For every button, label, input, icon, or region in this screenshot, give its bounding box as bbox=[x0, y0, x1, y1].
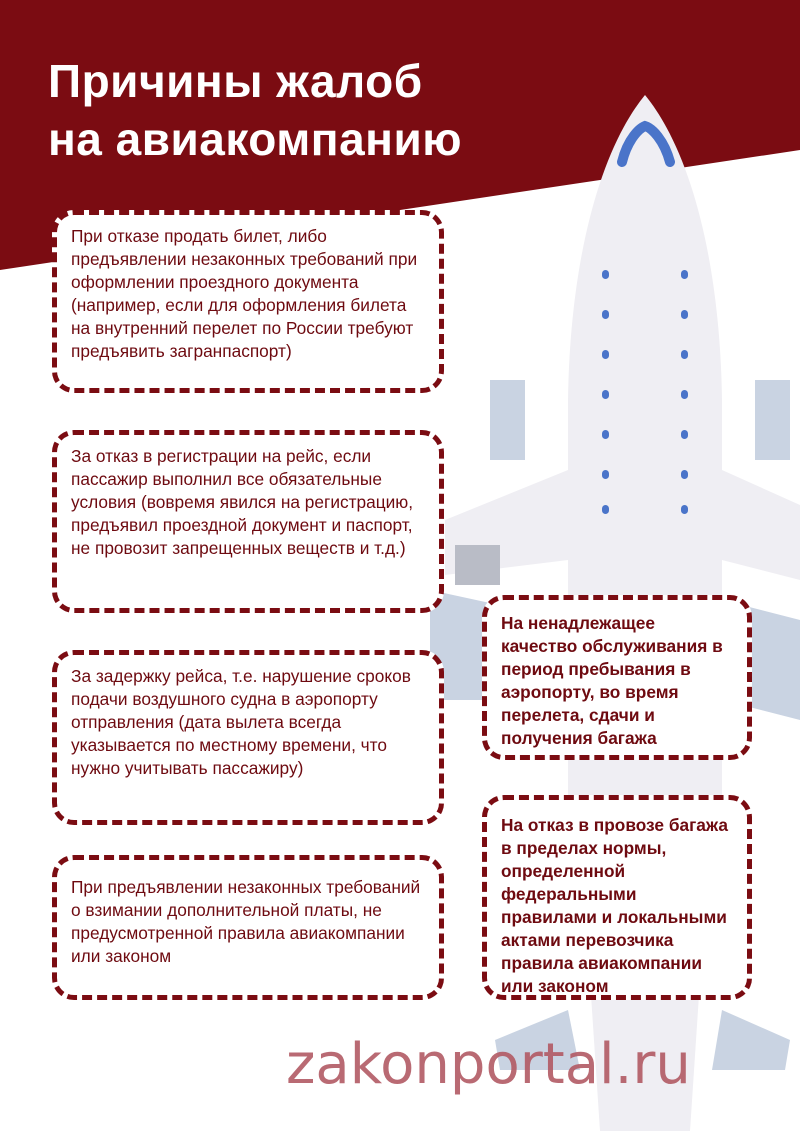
page-title bbox=[48, 52, 462, 168]
site-watermark: zakonportal.ru bbox=[286, 1032, 691, 1097]
tail-right bbox=[712, 1010, 790, 1070]
right-wing bbox=[722, 470, 800, 580]
reason-card-service-quality bbox=[482, 595, 752, 760]
reason-card-flight-delay bbox=[52, 650, 444, 825]
reason-text: На ненадлежащее качество обслуживания в период пребывания в аэропорту, во время перелета, сдачи и получения багажа bbox=[501, 613, 723, 748]
reason-text: На отказ в провозе багажа в пределах нормы, определенной федеральными правилами и локальными актами перевозчика правила авиакомпании или законом bbox=[501, 815, 728, 996]
title-line-1: Причины жалоб bbox=[48, 55, 423, 107]
title-line-2: на авиакомпанию bbox=[48, 113, 463, 165]
reason-card-extra-fees bbox=[52, 855, 444, 1000]
reason-card-ticket-refusal bbox=[52, 210, 444, 393]
reason-text: За задержку рейса, т.е. нарушение сроков подачи воздушного судна в аэропорту отправления (дата вылета всегда указывается по местному времени, что нужно учитывать пассажиру) bbox=[71, 666, 411, 778]
reason-text: За отказ в регистрации на рейс, если пассажир выполнил все обязательные условия (вовремя явился на регистрацию, предъявил проездной документ и паспорт, не провозит запрещенных веществ и т.д.) bbox=[71, 446, 414, 558]
left-engine-pylon bbox=[490, 380, 525, 460]
reason-text: При предъявлении незаконных требований о взимании дополнительной платы, не предусмотренной правила авиакомпании или законом bbox=[71, 877, 421, 966]
reason-text: При отказе продать билет, либо предъявлении незаконных требований при оформлении проездного документа (например, если для оформления билета на внутренний перелет по России требуют предъявить загранпаспорт) bbox=[71, 226, 418, 361]
left-engine bbox=[455, 545, 500, 585]
right-engine-pylon bbox=[755, 380, 790, 460]
reason-card-checkin-refusal bbox=[52, 430, 444, 613]
reason-card-baggage-refusal bbox=[482, 795, 752, 1000]
